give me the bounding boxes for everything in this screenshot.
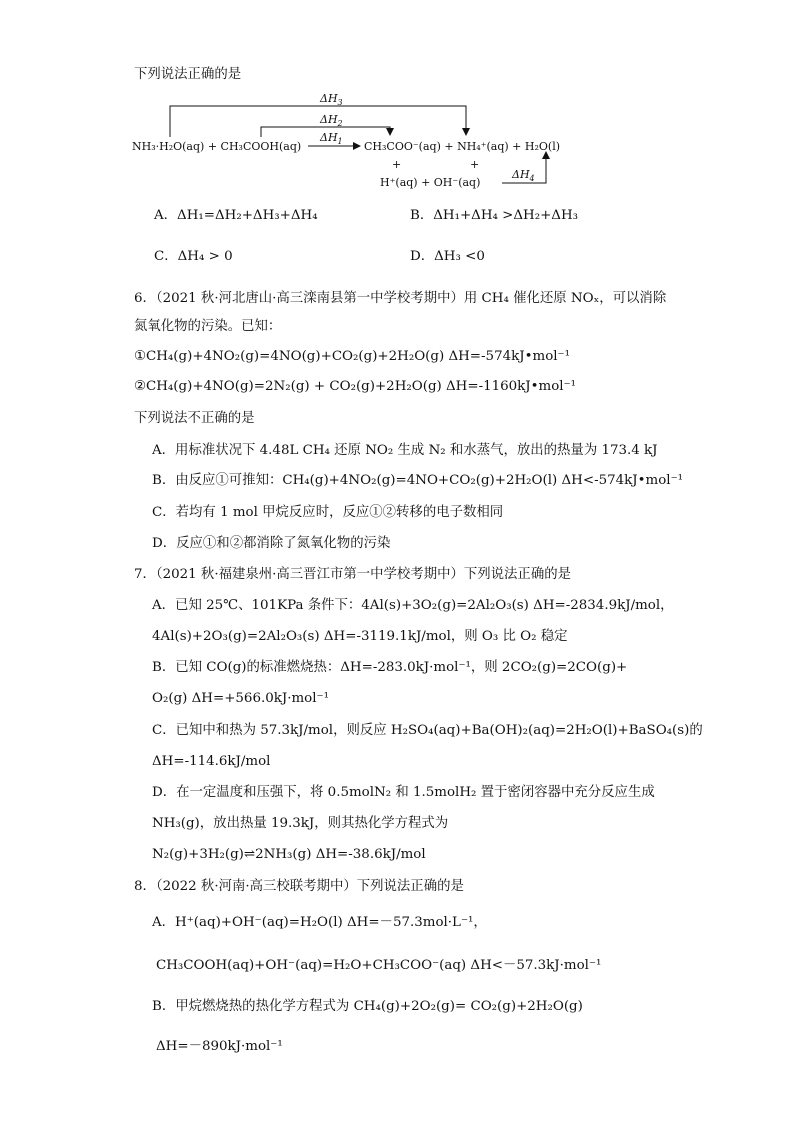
q8-option-a-line2: CH₃COOH(aq)+OH⁻(aq)=H₂O+CH₃COO⁻(aq) ΔH<－57.3kJ·mol⁻¹ — [156, 958, 602, 973]
q8-header: 8．（2022 秋·河南·高三校联考期中）下列说法正确的是 — [134, 879, 464, 894]
q6-stem: 下列说法不正确的是 — [134, 411, 255, 426]
q6-option-c: C．若均有 1 mol 甲烷反应时，反应①②转移的电子数相同 — [152, 505, 504, 520]
q5-option-d: D．ΔH₃ <0 — [410, 249, 485, 264]
q7-option-d-line3: N₂(g)+3H₂(g)⇌2NH₃(g) ΔH=-38.6kJ/mol — [152, 847, 426, 862]
q7-option-a-line2: 4Al(s)+2O₃(g)=2Al₂O₃(s) ΔH=-3119.1kJ/mol，则 O₃ 比 O₂ 稳定 — [152, 629, 568, 644]
q5-option-a: A．ΔH₁=ΔH₂+ΔH₃+ΔH₄ — [154, 208, 318, 223]
q6-header: 6．（2021 秋·河北唐山·高三滦南县第一中学校考期中）用 CH₄ 催化还原 NOₓ，可以消除 — [134, 291, 667, 306]
q7-header: 7．（2021 秋·福建泉州·高三晋江市第一中学校考期中）下列说法正确的是 — [134, 567, 571, 582]
enthalpy-cycle-diagram — [128, 90, 568, 196]
q7-option-c-line2: ΔH=-114.6kJ/mol — [152, 754, 271, 769]
q5-option-b: B．ΔH₁+ΔH₄ >ΔH₂+ΔH₃ — [410, 208, 579, 223]
ions: H⁺(aq) + OH⁻(aq) — [380, 176, 481, 189]
plus-1: + — [392, 158, 402, 171]
plus-2: + — [470, 158, 480, 171]
products: CH₃COO⁻(aq) + NH₄⁺(aq) + H₂O(l) — [364, 140, 561, 153]
dh3-arrow — [170, 106, 466, 137]
q7-option-b-line2: O₂(g) ΔH=+566.0kJ·mol⁻¹ — [152, 691, 329, 706]
q5-stem: 下列说法正确的是 — [134, 67, 242, 82]
dh1-label: $\Delta H_1$ — [320, 131, 343, 146]
dh3-label: $\Delta H_3$ — [320, 92, 343, 107]
reactants: NH₃·H₂O(aq) + CH₃COOH(aq) — [132, 140, 302, 153]
q7-option-d-line2: NH₃(g)，放出热量 19.3kJ，则其热化学方程式为 — [152, 816, 449, 831]
dh2-label: $\Delta H_2$ — [320, 113, 343, 128]
q8-option-b-line1: B．甲烷燃烧热的热化学方程式为 CH₄(g)+2O₂(g)= CO₂(g)+2H₂O(g) — [152, 999, 583, 1014]
q7-option-d-line1: D．在一定温度和压强下，将 0.5molN₂ 和 1.5molH₂ 置于密闭容器中充分反应生成 — [152, 785, 655, 800]
q5-option-c: C．ΔH₄ > 0 — [154, 249, 233, 264]
q6-option-d: D．反应①和②都消除了氮氧化物的污染 — [152, 536, 391, 551]
q7-option-a-line1: A．已知 25℃、101KPa 条件下：4Al(s)+3O₂(g)=2Al₂O₃(s) ΔH=-2834.9kJ/mol， — [152, 598, 674, 613]
q6-option-a: A．用标准状况下 4.48L CH₄ 还原 NO₂ 生成 N₂ 和水蒸气，放出的热量为 173.4 kJ — [152, 443, 658, 458]
q6-equation-2: ②CH₄(g)+4NO(g)=2N₂(g) + CO₂(g)+2H₂O(g) ΔH=-1160kJ•mol⁻¹ — [134, 379, 577, 394]
q6-option-b: B．由反应①可推知：CH₄(g)+4NO₂(g)=4NO+CO₂(g)+2H₂O(l) ΔH<-574kJ•mol⁻¹ — [152, 473, 684, 488]
q8-option-a-line1: A．H⁺(aq)+OH⁻(aq)=H₂O(l) ΔH=－57.3mol·L⁻¹， — [152, 915, 487, 930]
q8-option-b-line2: ΔH=－890kJ·mol⁻¹ — [156, 1039, 283, 1054]
q6-equation-1: ①CH₄(g)+4NO₂(g)=4NO(g)+CO₂(g)+2H₂O(g) ΔH=-574kJ•mol⁻¹ — [134, 349, 570, 364]
q6-header-cont: 氮氧化物的污染。已知： — [134, 319, 282, 334]
dh4-label: $\Delta H_4$ — [512, 168, 535, 183]
q7-option-b-line1: B．已知 CO(g)的标准燃烧热：ΔH=-283.0kJ·mol⁻¹，则 2CO₂(g)=2CO(g)+ — [152, 660, 628, 675]
q7-option-c-line1: C．已知中和热为 57.3kJ/mol，则反应 H₂SO₄(aq)+Ba(OH)₂(aq)=2H₂O(l)+BaSO₄(s)的 — [152, 723, 703, 738]
